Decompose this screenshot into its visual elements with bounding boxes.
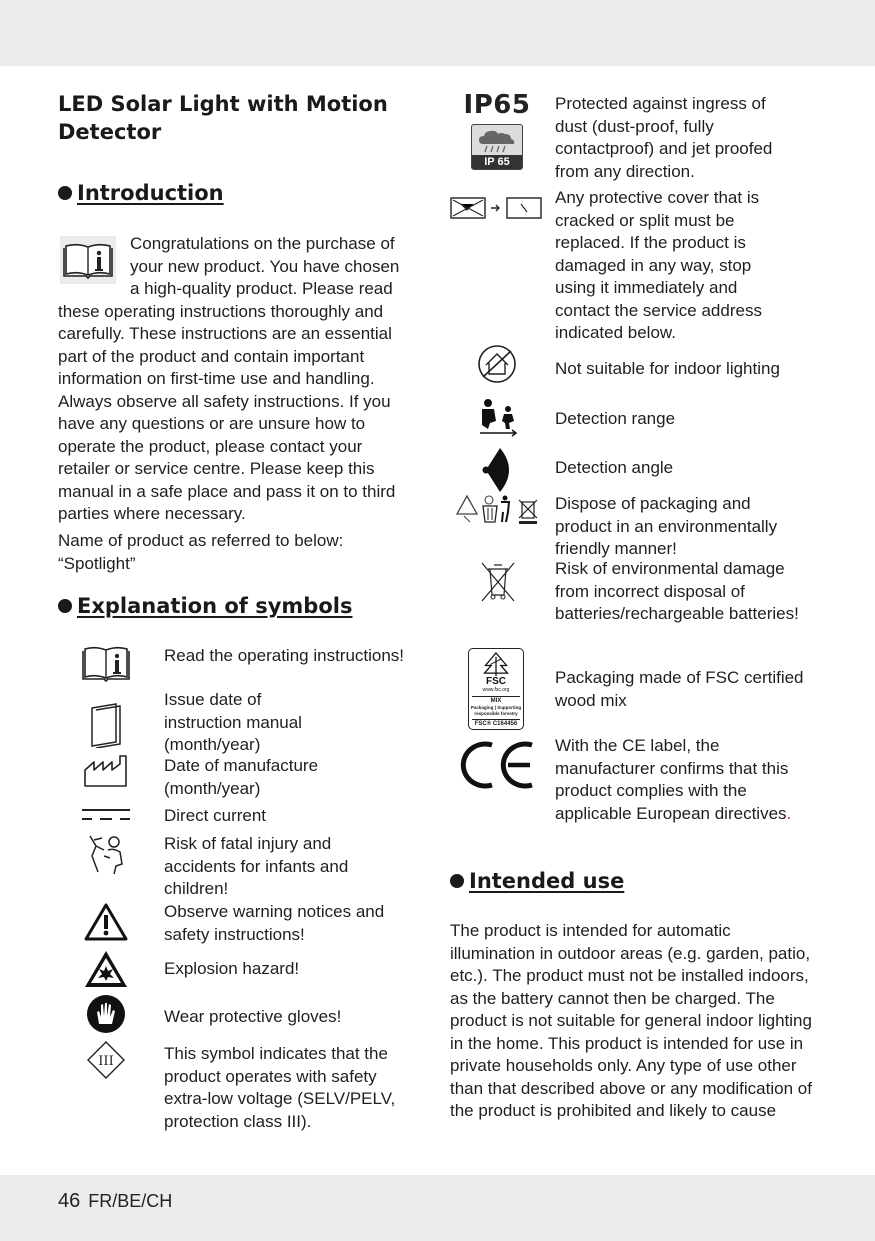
region-code: FR/BE/CH <box>88 1191 173 1211</box>
intended-use-heading: Intended use <box>450 869 624 893</box>
symbol-text-warning: Observe warning notices and safety instructions! <box>164 902 385 944</box>
detection-range-icon <box>476 397 520 439</box>
symbol-text-direct-current: Direct current <box>164 806 267 825</box>
info-book-icon <box>80 645 132 683</box>
intro-first-line-3: a high-quality product. Please read <box>130 279 393 298</box>
symbol-text-read-instructions: Read the operating instructions! <box>164 646 405 665</box>
bullet-icon <box>58 599 72 613</box>
bullet-icon <box>450 874 464 888</box>
cracked-cover-icon <box>449 196 543 220</box>
symbol-text-ip65: Protected against ingress of dust (dust-proof, fully contactproof) and jet proofed from any direction. <box>555 94 773 181</box>
gloves-icon <box>86 994 126 1034</box>
symbol-text-ce: With the CE label, the manufacturer confirms that this product complies with the applicable European directives. <box>555 736 792 823</box>
fsc-mix: MIX <box>472 696 520 705</box>
info-book-icon <box>60 236 116 284</box>
protection-class-iii-icon <box>86 1040 126 1080</box>
explosion-hazard-icon <box>84 949 128 989</box>
symbol-text-gloves: Wear protective gloves! <box>164 1007 342 1026</box>
symbol-text-detection-angle: Detection angle <box>555 458 674 477</box>
ip65-code: IP65 <box>463 90 531 120</box>
symbol-text-cracked-cover: Any protective cover that is cracked or split must be replaced. If the product is damaged in any way, stop using it immediately and contact the service address indicated below. <box>555 188 762 342</box>
fsc-logo-text: FSC <box>486 676 506 687</box>
symbol-text-recycling: Dispose of packaging and product in an environmentally friendly manner! <box>555 494 778 558</box>
ip65-icon <box>462 90 532 180</box>
intro-heading: Introduction <box>58 181 224 205</box>
warning-triangle-icon <box>84 902 128 942</box>
product-name-line: Name of product as referred to below: <box>58 531 344 550</box>
symbols-heading: Explanation of symbols <box>58 594 352 618</box>
ce-mark-icon <box>458 738 536 792</box>
symbol-text-detection-range: Detection range <box>555 409 676 428</box>
symbol-text-manufacture-date: Date of manufacture (month/year) <box>164 756 319 798</box>
detection-angle-icon <box>478 446 518 494</box>
symbol-text-no-indoor: Not suitable for indoor lighting <box>555 359 780 378</box>
symbol-text-battery-disposal: Risk of environmental damage from incorrect disposal of batteries/rechargeable batteries! <box>555 559 799 623</box>
page-footer <box>58 1190 172 1213</box>
intro-first-line-2: your new product. You have chosen <box>130 256 400 276</box>
intro-first-line-1: Congratulations on the purchase of <box>130 234 395 253</box>
fsc-site: www.fsc.org <box>482 687 510 693</box>
fsc-line-1: Packaging | Supporting <box>470 705 522 710</box>
svg-text:III: III <box>98 1054 114 1069</box>
no-indoor-icon <box>474 343 520 385</box>
ip65-badge: IP 65 <box>471 124 523 170</box>
symbol-text-child-hazard: Risk of fatal injury and accidents for infants and children! <box>164 834 349 898</box>
recycling-icon <box>455 492 545 526</box>
page-title: LED Solar Light with Motion Detector <box>58 92 388 144</box>
intended-use-body: The product is intended for automatic illumination in outdoor areas (e.g. garden, patio, etc.). The product must not be installed indoors, as the battery cannot then be charged. The product is not suitable for general indoor lighting in the home. This product is intended for use in private households only. Any type of use other than that described above or any modification of the product is prohibited and likely to cause <box>450 921 812 1120</box>
symbol-text-explosion: Explosion hazard! <box>164 959 300 978</box>
factory-icon <box>82 754 130 788</box>
fsc-code: FSC® C164456 <box>472 719 520 729</box>
symbol-text-protection-class: This symbol indicates that the product operates with safety extra-low voltage (SELV/PELV, protection class III). <box>164 1044 396 1131</box>
crossed-bin-icon <box>476 561 520 603</box>
product-name-value: “Spotlight” <box>58 553 136 573</box>
page-number: 46 <box>58 1190 81 1212</box>
bullet-icon <box>58 186 72 200</box>
fsc-line-2: responsible forestry <box>474 711 518 716</box>
header-band <box>0 0 875 66</box>
manual-booklet-icon <box>86 702 126 748</box>
symbol-text-issue-date: Issue date of instruction manual (month/year) <box>164 690 302 754</box>
direct-current-icon <box>80 804 132 824</box>
child-hazard-icon <box>84 832 128 876</box>
intro-body: these operating instructions thoroughly and carefully. These instructions are an essential part of the product and contain important information on first-time use and handling. Always observe all safety instructions. If you have any questions or are unsure how to operate the product, please contact your retailer or service centre. Please keep this manual in a safe place and pass it on to third parties where necessary. <box>58 301 396 523</box>
fsc-icon <box>468 648 524 730</box>
symbol-text-fsc: Packaging made of FSC certified wood mix <box>555 668 804 710</box>
